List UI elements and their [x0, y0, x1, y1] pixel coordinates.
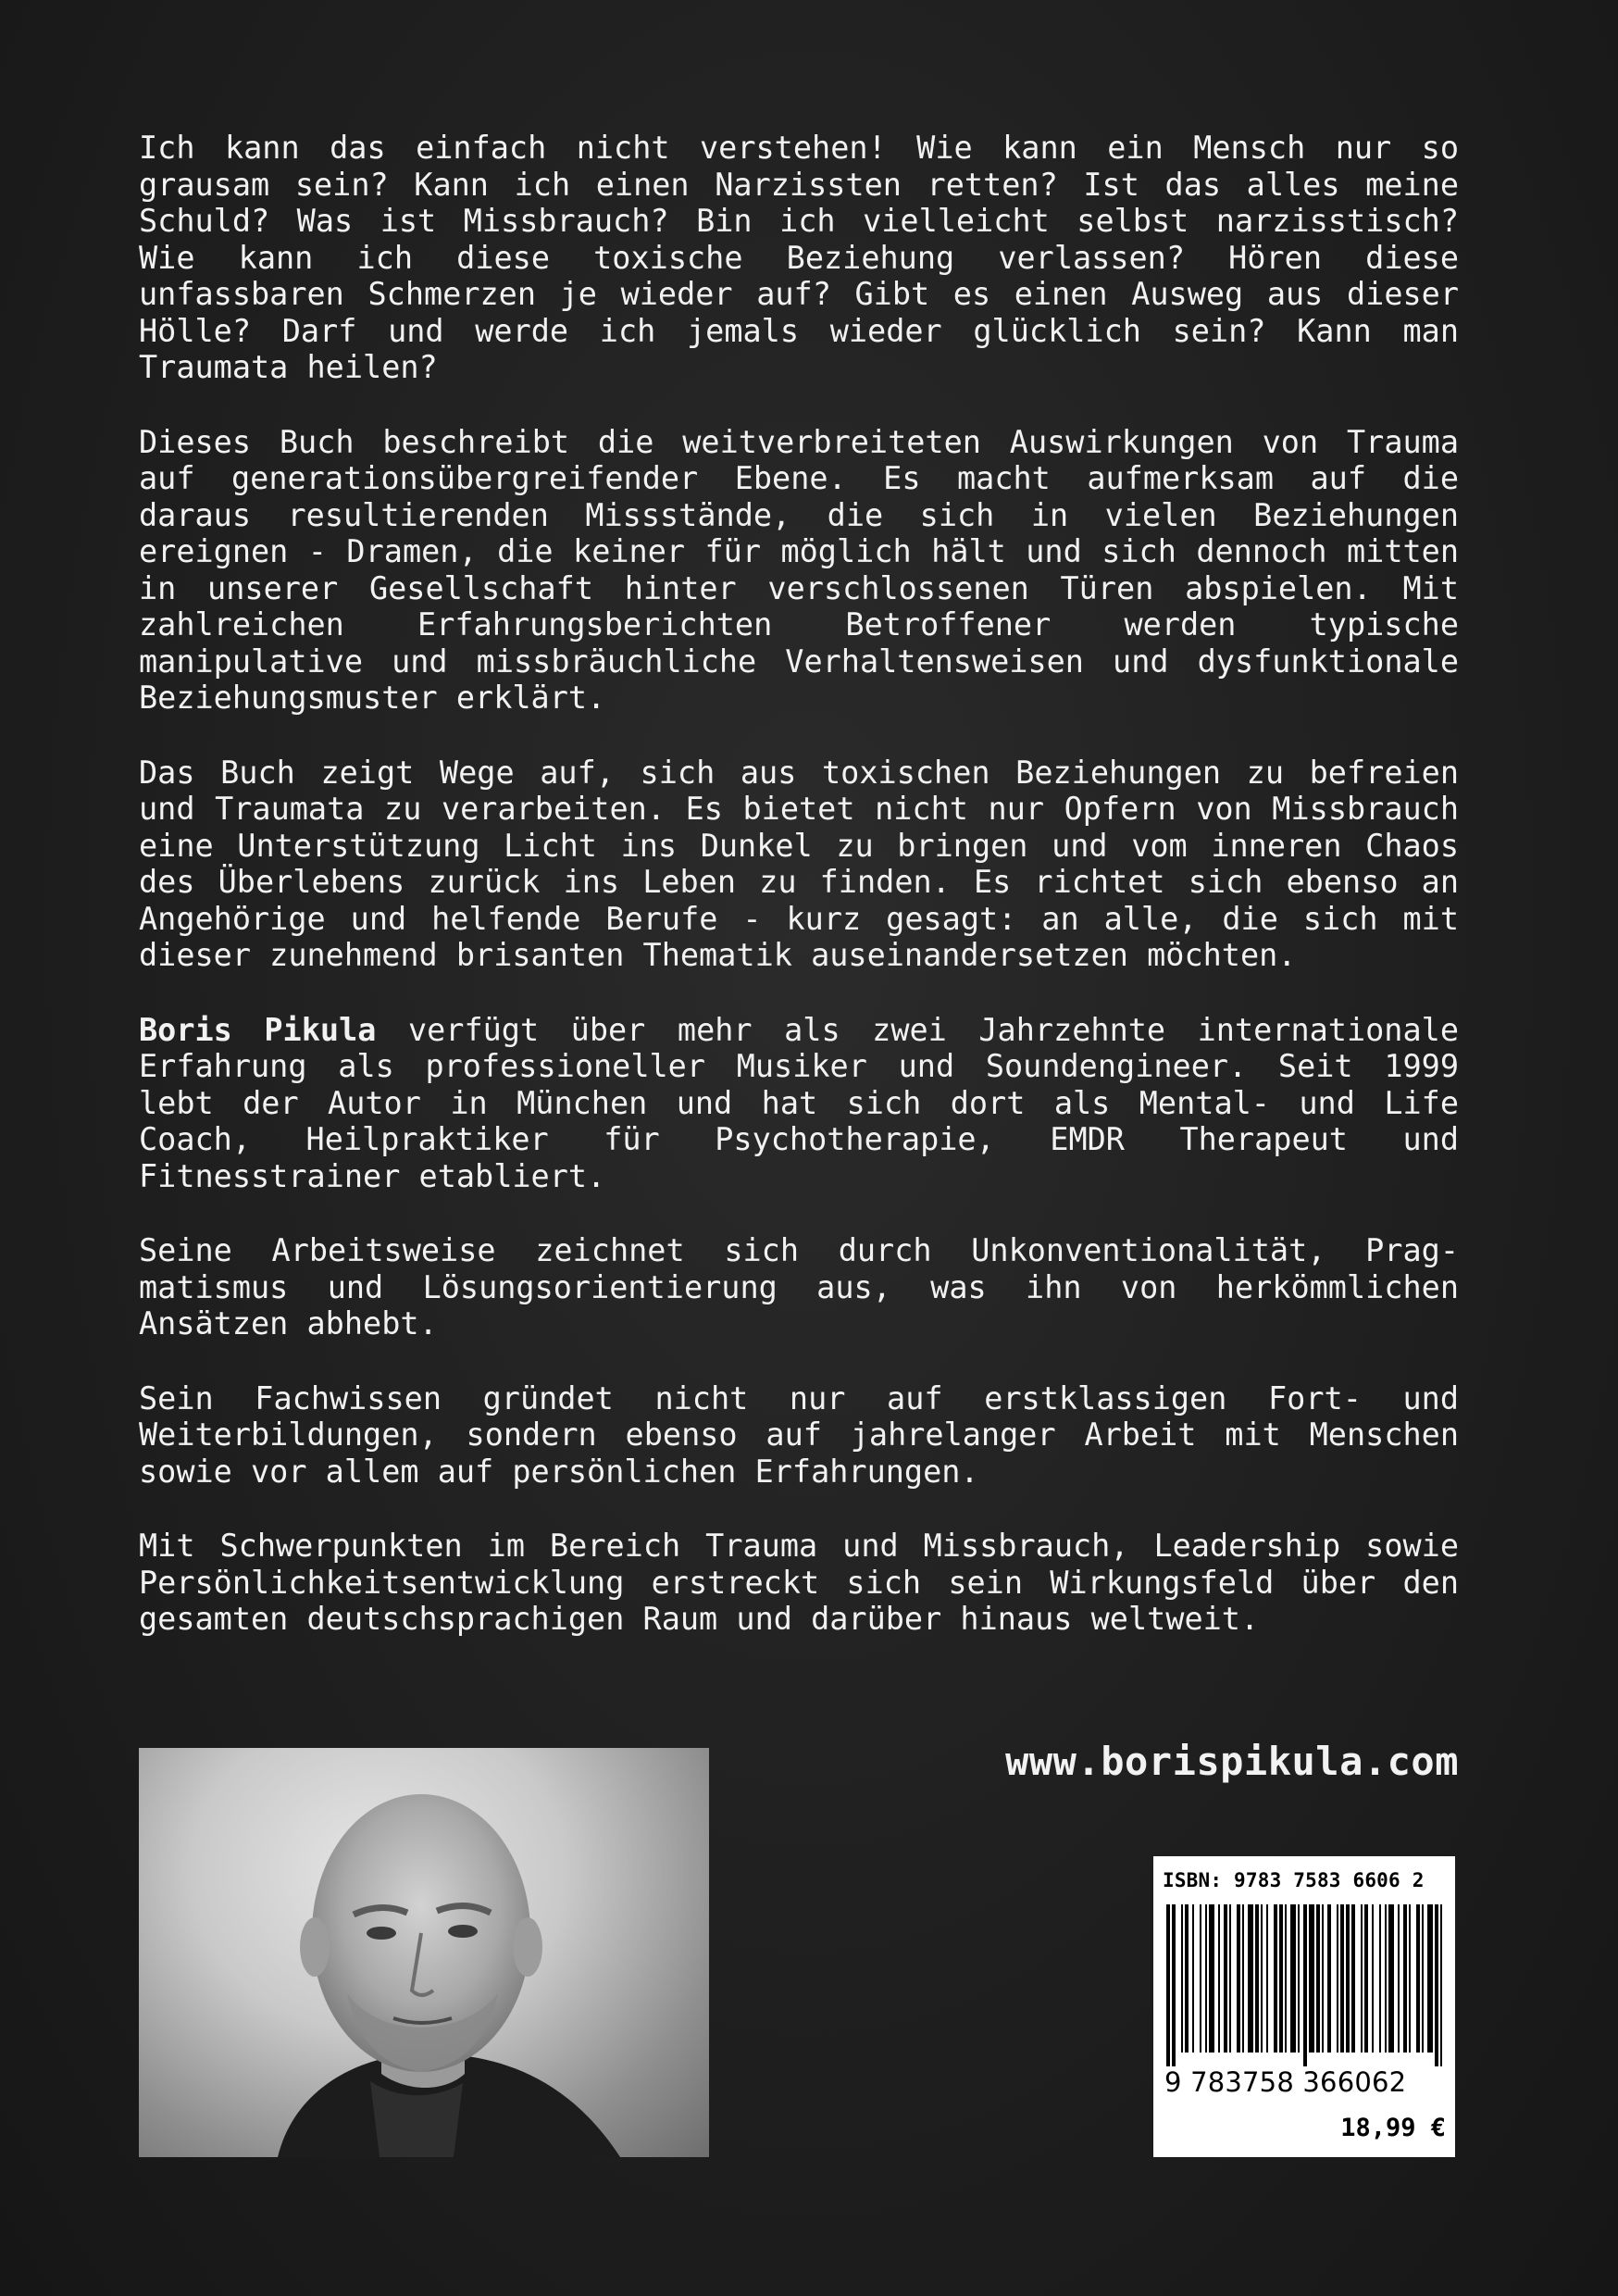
- author-website: www.borispikula.com: [1005, 1739, 1459, 1784]
- blurb-book-description: Dieses Buch beschreibt die weitverbreiteten Auswirkungen von Trauma auf generationsübergreifender Ebene. Es macht aufmerksam auf die daraus resultierenden Missstände, die sich in vielen Beziehungen ereignen - Dramen, die keiner für möglich hält und sich dennoch mitten in unserer Gesellschaft hinter verschlossenen Türen abspielen. Mit zahlreichen Erfahrungsberichten Betroffener werden typische manipulative und missbräuchliche Verhaltensweisen und dysfunktionale Beziehungsmuster erklärt.: [139, 423, 1459, 716]
- author-photo: [139, 1748, 709, 2157]
- barcode-bar: [1309, 1904, 1314, 2053]
- barcode-bar: [1181, 1904, 1183, 2053]
- barcode-digits: 9 783758 366062: [1164, 2066, 1407, 2098]
- barcode-bar: [1279, 1904, 1283, 2053]
- barcode-bar: [1285, 1904, 1287, 2053]
- barcode-bar: [1388, 1904, 1394, 2053]
- blurb-questions: Ich kann das einfach nicht verstehen! Wie kann ein Mensch nur so grausam sein? Kann ich einen Narzissten retten? Ist das alles meine Schuld? Was ist Missbrauch? Bin ich vielleicht selbst narzisstisch? Wie kann ich diese toxische Beziehung verlassen? Hören diese unfassbaren Schmerzen je wieder auf? Gibt es einen Ausweg aus dieser Hölle? Darf und werde ich jemals wieder glücklich sein? Kann man Traumata heilen?: [139, 130, 1459, 385]
- barcode-bar: [1218, 1904, 1220, 2053]
- barcode-bar: [1337, 1904, 1338, 2053]
- price: 18,99 €: [1340, 2114, 1446, 2142]
- isbn-number: ISBN: 9783 7583 6606 2: [1163, 1869, 1425, 1891]
- barcode-bar: [1200, 1904, 1201, 2053]
- barcode-bar: [1416, 1904, 1420, 2053]
- barcode-bar: [1237, 1904, 1240, 2053]
- barcode-bar: [1398, 1904, 1400, 2053]
- barcode-bar: [1322, 1904, 1324, 2053]
- barcode-bar: [1242, 1904, 1244, 2053]
- barcode-bar: [1351, 1904, 1355, 2053]
- barcode-bar: [1274, 1904, 1277, 2053]
- barcode-bar: [1327, 1904, 1331, 2053]
- blurb-working-style: Seine Arbeitsweise zeichnet sich durch Unkonventionalität, Pragmatismus und Lösungsorientierung aus, was ihn von herkömmlichen Ansätzen abhebt.: [139, 1232, 1459, 1341]
- barcode-bar: [1166, 1904, 1170, 2066]
- barcode-bar: [1205, 1904, 1207, 2053]
- author-bio-text: verfügt über mehr als zwei Jahrzehnte internationale Erfahrung als professioneller Musiker und Soundengineer. Seit 1999 lebt der Autor in München und hat sich dort als Mental- und Life Coach, Heilpraktiker für Psychotherapie, EMDR Therapeut und Fitnesstrainer etabliert.: [139, 1011, 1459, 1194]
- barcode-bar: [1209, 1904, 1214, 2053]
- barcode-bar: [1255, 1904, 1259, 2053]
- barcode-bar: [1409, 1904, 1411, 2053]
- barcode-bar: [1266, 1904, 1268, 2053]
- barcode-bar: [1361, 1904, 1363, 2053]
- barcode-bar: [1192, 1904, 1194, 2053]
- barcode-bar: [1364, 1904, 1368, 2053]
- barcode-bar: [1340, 1904, 1344, 2053]
- barcode-bar: [1224, 1904, 1227, 2053]
- barcode-bar: [1298, 1904, 1300, 2053]
- barcode-bar: [1346, 1904, 1350, 2053]
- blurb-author-bio: [139, 1012, 1459, 1195]
- barcode-bar: [1172, 1904, 1176, 2066]
- barcode-bar: [1248, 1904, 1253, 2053]
- barcode-bar: [1303, 1904, 1307, 2066]
- author-name: Boris Pikula: [139, 1011, 377, 1048]
- barcode-bar: [1229, 1904, 1231, 2053]
- blurb-expertise: Sein Fachwissen gründet nicht nur auf erstklassigen Fort- und Weiterbildungen, sondern ebenso auf jahrelanger Arbeit mit Menschen sowie vor allem auf persönlichen Erfahrungen.: [139, 1379, 1459, 1490]
- barcode-bar: [1261, 1904, 1263, 2053]
- barcode-bar: [1422, 1904, 1424, 2053]
- barcode-bar: [1372, 1904, 1374, 2053]
- blurb-book-purpose: Das Buch zeigt Wege auf, sich aus toxischen Beziehungen zu befreien und Traumata zu verarbeiten. Es bietet nicht nur Opfern von Missbrauch eine Unterstützung Licht ins Dunkel zu bringen und vom inneren Chaos des Überlebens zurück ins Leben zu finden. Es richtet sich ebenso an Angehörige und helfende Berufe - kurz gesagt: an alle, die sich mit dieser zunehmend brisanten Thematik auseinandersetzen möchten.: [139, 754, 1459, 973]
- barcode-bar: [1440, 1904, 1442, 2066]
- barcode-bar: [1290, 1904, 1296, 2053]
- barcode-bar: [1379, 1904, 1381, 2053]
- barcode-bar: [1403, 1904, 1407, 2053]
- isbn-barcode-label: [1153, 1856, 1455, 2157]
- blurb-focus-areas: Mit Schwerpunkten im Bereich Trauma und Missbrauch, Leadership sowie Persönlichkeitsentwicklung erstreckt sich sein Wirkungsfeld über den gesamten deutschsprachigen Raum und darüber hinaus weltweit.: [139, 1528, 1459, 1637]
- barcode-bar: [1316, 1904, 1320, 2053]
- barcode-bar: [1185, 1904, 1189, 2053]
- barcode-bars: [1166, 1904, 1442, 2066]
- back-cover-blurb: [139, 130, 1459, 1676]
- barcode-bar: [1427, 1904, 1433, 2053]
- barcode-bar: [1435, 1904, 1438, 2066]
- barcode-bar: [1385, 1904, 1387, 2053]
